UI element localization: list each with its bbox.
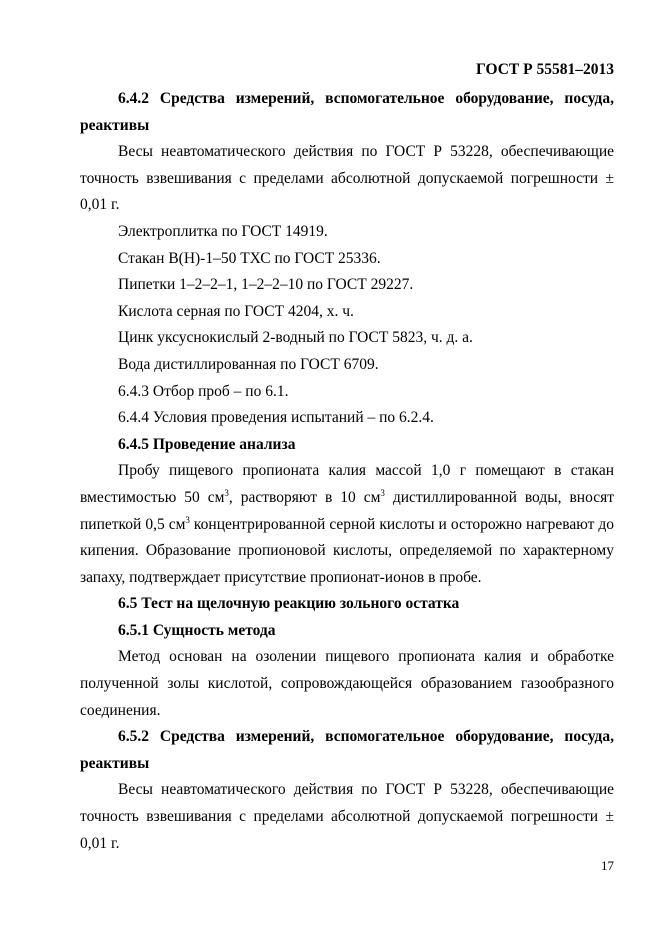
page-number: 17 xyxy=(601,858,614,873)
paragraph: 6.4.4 Условия проведения испытаний – по 6.2.4. xyxy=(118,409,434,427)
section-heading: 6.4.2 Средства измерений, вспомогательное оборудование, посуда, реактивы xyxy=(80,90,614,134)
paragraph: Метод основан на озолении пищевого пропионата калия и обработке полученной золы кислотой, сопровождающейся образованием газообразного соединения. xyxy=(80,648,614,719)
section-heading: 6.4.5 Проведение анализа xyxy=(118,435,296,453)
paragraph: Пипетки 1–2–2–1, 1–2–2–10 по ГОСТ 29227. xyxy=(118,276,414,294)
paragraph: Цинк уксуснокислый 2-водный по ГОСТ 5823, ч. д. а. xyxy=(118,329,473,347)
section-heading: 6.5.1 Сущность метода xyxy=(118,621,276,639)
standard-code: ГОСТ Р 55581–2013 xyxy=(476,61,614,78)
document-body xyxy=(80,86,614,857)
paragraph: Пробу пищевого пропионата калия массой 1,0 г помещают в стакан вместимостью 50 $см^3$, растворяют в 10 $см^3$ дистиллированной воды, вносят пипеткой 0,5 $см^3$ концентрированной серной кислоты и осторожно нагревают до кипения. Образование пропионовой кислоты, определяемой по характерному запаху, подтверждает присутствие пропионат-ионов в пробе. xyxy=(80,462,614,586)
paragraph: Весы неавтоматического действия по ГОСТ Р 53228, обеспечивающие точность взвешивания с пределами абсолютной допускаемой погрешности ± 0,01 г. xyxy=(80,143,614,214)
paragraph: Весы неавтоматического действия по ГОСТ Р 53228, обеспечивающие точность взвешивания с пределами абсолютной допускаемой погрешности ± 0,01 г. xyxy=(80,781,614,852)
paragraph: Вода дистиллированная по ГОСТ 6709. xyxy=(118,355,379,373)
paragraph: Кислота серная по ГОСТ 4204, х. ч. xyxy=(118,302,354,320)
paragraph: Электроплитка по ГОСТ 14919. xyxy=(118,222,328,240)
paragraph: 6.4.3 Отбор проб – по 6.1. xyxy=(118,382,289,400)
paragraph: Стакан В(Н)-1–50 ТХС по ГОСТ 25336. xyxy=(118,249,381,267)
section-heading: 6.5 Тест на щелочную реакцию зольного остатка xyxy=(118,595,460,613)
section-heading: 6.5.2 Средства измерений, вспомогательное оборудование, посуда, реактивы xyxy=(80,728,614,772)
